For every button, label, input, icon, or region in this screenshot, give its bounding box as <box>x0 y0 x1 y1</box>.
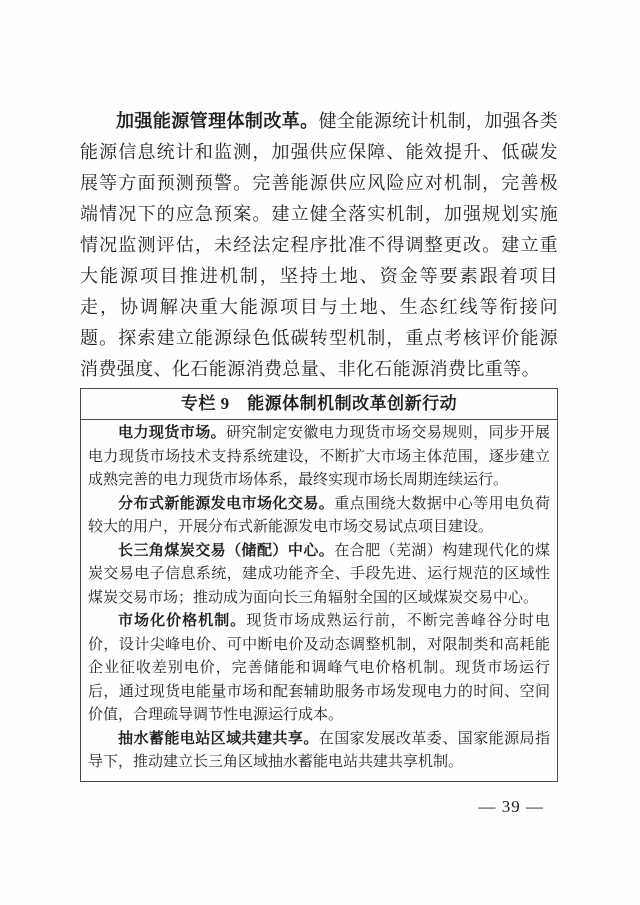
box-item-text: 现货市场成熟运行前，不断完善峰谷分时电价，设计尖峰电价、可中断电价及动态调整机制，对限制类和高耗能企业征收差别电价，完善储能和调峰气电价格机制。现货市场运行后，通过现货电能量市场和配套辅助服务市场发现电力的时间、空间价值，合理疏导调节性电源运行成本。 <box>88 613 550 723</box>
box-item <box>88 540 550 611</box>
page-number: — 39 — <box>478 797 544 816</box>
paragraph-text: 健全能源统计机制，加强各类能源信息统计和监测，加强供应保障、能效提升、低碳发展等方面预测预警。完善能源供应风险应对机制，完善极端情况下的应急预案。建立健全落实机制，加强规划实施情况监测评估，未经法定程序批准不得调整更改。建立重大能源项目推进机制，坚持土地、资金等要素跟着项目走，协调解决重大能源项目与土地、生态红线等衔接问题。探索建立能源绿色低碳转型机制，重点考核评价能源消费强度、化石能源消费总量、非化石能源消费比重等。 <box>80 111 558 379</box>
box-item-lead: 市场化价格机制。 <box>118 613 247 629</box>
box-item <box>88 422 550 493</box>
box-item-text: 重点围绕大数据中心等用电负荷较大的用户，开展分布式新能源发电市场交易试点项目建设。 <box>88 495 550 535</box>
column-box <box>80 388 558 782</box>
column-box-title: 专栏 9 能源体制机制改革创新行动 <box>81 389 557 420</box>
box-item-lead: 分布式新能源发电市场化交易。 <box>118 495 335 512</box>
box-item <box>88 728 550 775</box>
box-item <box>88 493 550 540</box>
box-item-lead: 抽水蓄能电站区域共建共享。 <box>118 730 319 747</box>
body-paragraph <box>80 106 558 385</box>
paragraph-lead: 加强能源管理体制改革。 <box>116 111 319 131</box>
page-content <box>80 106 558 782</box>
box-item-text: 研究制定安徽电力现货市场交易规则，同步开展电力现货市场技术支持系统建设，不断扩大市场主体范围，逐步建立成熟完善的电力现货市场体系，最终实现市场长周期连续运行。 <box>88 425 550 488</box>
box-item-lead: 电力现货市场。 <box>118 425 227 441</box>
box-item <box>88 610 550 728</box>
column-box-body <box>81 420 557 781</box>
box-item-text: 在合肥（芜湖）构建现代化的煤炭交易电子信息系统，建成功能齐全、手段先进、运行规范的区域性煤炭交易市场；推动成为面向长三角辐射全国的区域煤炭交易中心。 <box>88 542 550 606</box>
box-item-lead: 长三角煤炭交易（储配）中心。 <box>118 542 335 559</box>
box-item-text: 在国家发展改革委、国家能源局指导下，推动建立长三角区域抽水蓄能电站共建共享机制。 <box>88 730 550 770</box>
